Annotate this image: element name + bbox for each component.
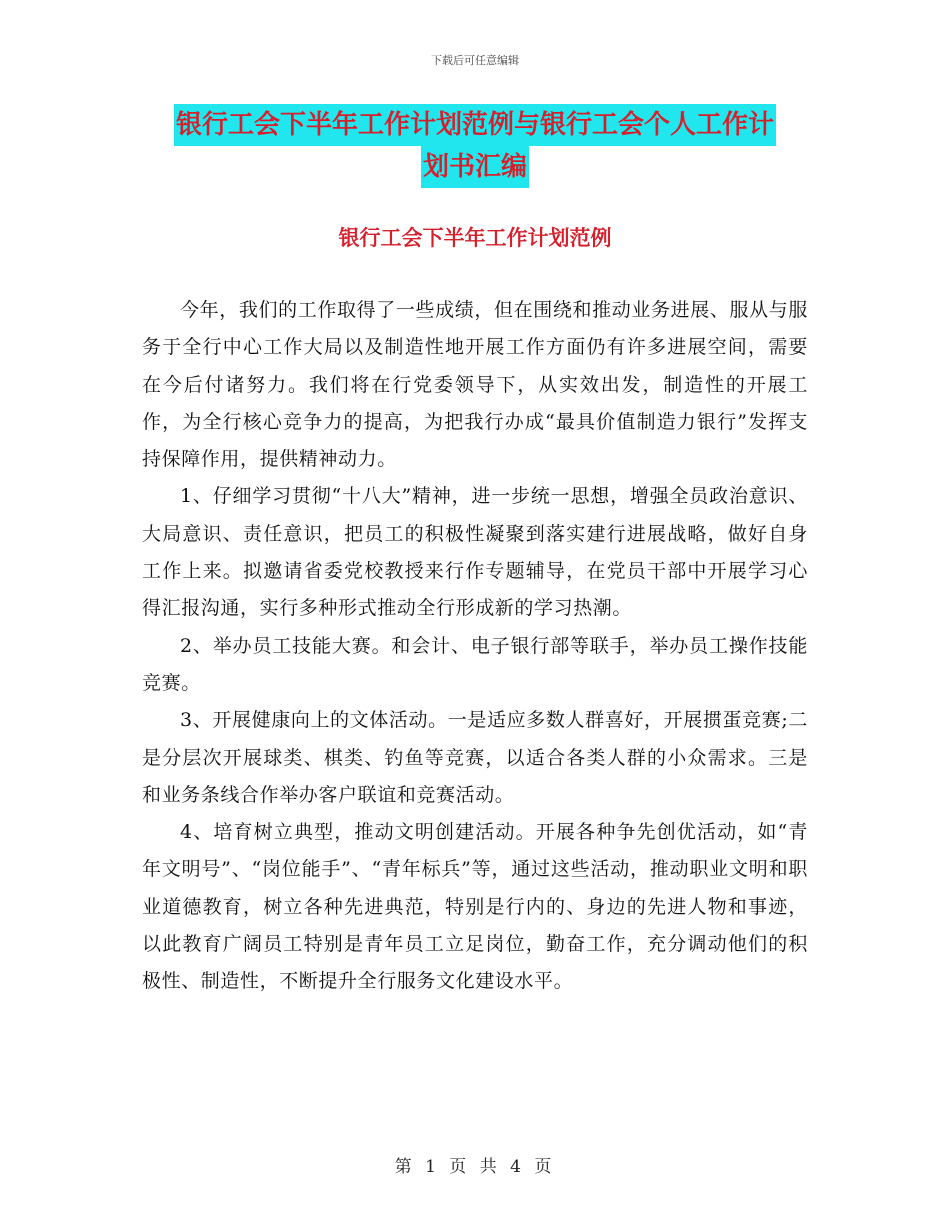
paragraph-item-1: 1、仔细学习贯彻“十八大”精神，进一步统一思想，增强全员政治意识、大局意识、责任意识，把员工的积极性凝聚到落实建行进展战略，做好自身工作上来。拟邀请省委党校教授来行作专题辅导，在党员干部中开展学习心得汇报沟通，实行多种形式推动全行形成新的学习热潮。 (142, 485, 808, 620)
document-title (140, 104, 810, 188)
section-heading: 银行工会下半年工作计划范例 (338, 226, 612, 250)
header-note: 下载后可任意编辑 (431, 54, 519, 67)
paragraph-item-3: 3、开展健康向上的文体活动。一是适应多数人群喜好，开展掼蛋竞赛;二是分层次开展球类、棋类、钓鱼等竞赛，以适合各类人群的小众需求。三是和业务条线合作举办客户联谊和竞赛活动。 (142, 709, 808, 806)
paragraph-intro: 今年，我们的工作取得了一些成绩，但在围绕和推动业务进展、服从与服务于全行中心工作大局以及制造性地开展工作方面仍有许多进展空间，需要在今后付诸努力。我们将在行党委领导下，从实效出发，制造性的开展工作，为全行核心竞争力的提高，为把我行办成“最具价值制造力银行”发挥支持保障作用，提供精神动力。 (142, 299, 808, 471)
title-line-1: 银行工会下半年工作计划范例与银行工会个人工作计 (174, 104, 776, 146)
paragraph-item-2: 2、举办员工技能大赛。和会计、电子银行部等联手，举办员工操作技能竞赛。 (142, 634, 808, 694)
paragraph-item-4: 4、培育树立典型，推动文明创建活动。开展各种争先创优活动，如“青年文明号”、“岗位能手”、“青年标兵”等，通过这些活动，推动职业文明和职业道德教育，树立各种先进典范，特别是行内的、身边的先进人物和事迹，以此教育广阔员工特别是青年员工立足岗位，勤奋工作，充分调动他们的积极性、制造性，不断提升全行服务文化建设水平。 (142, 821, 808, 993)
body-text (142, 292, 808, 1001)
title-line-2: 划书汇编 (421, 146, 529, 188)
page-footer: 第 1 页 共 4 页 (394, 1157, 556, 1177)
